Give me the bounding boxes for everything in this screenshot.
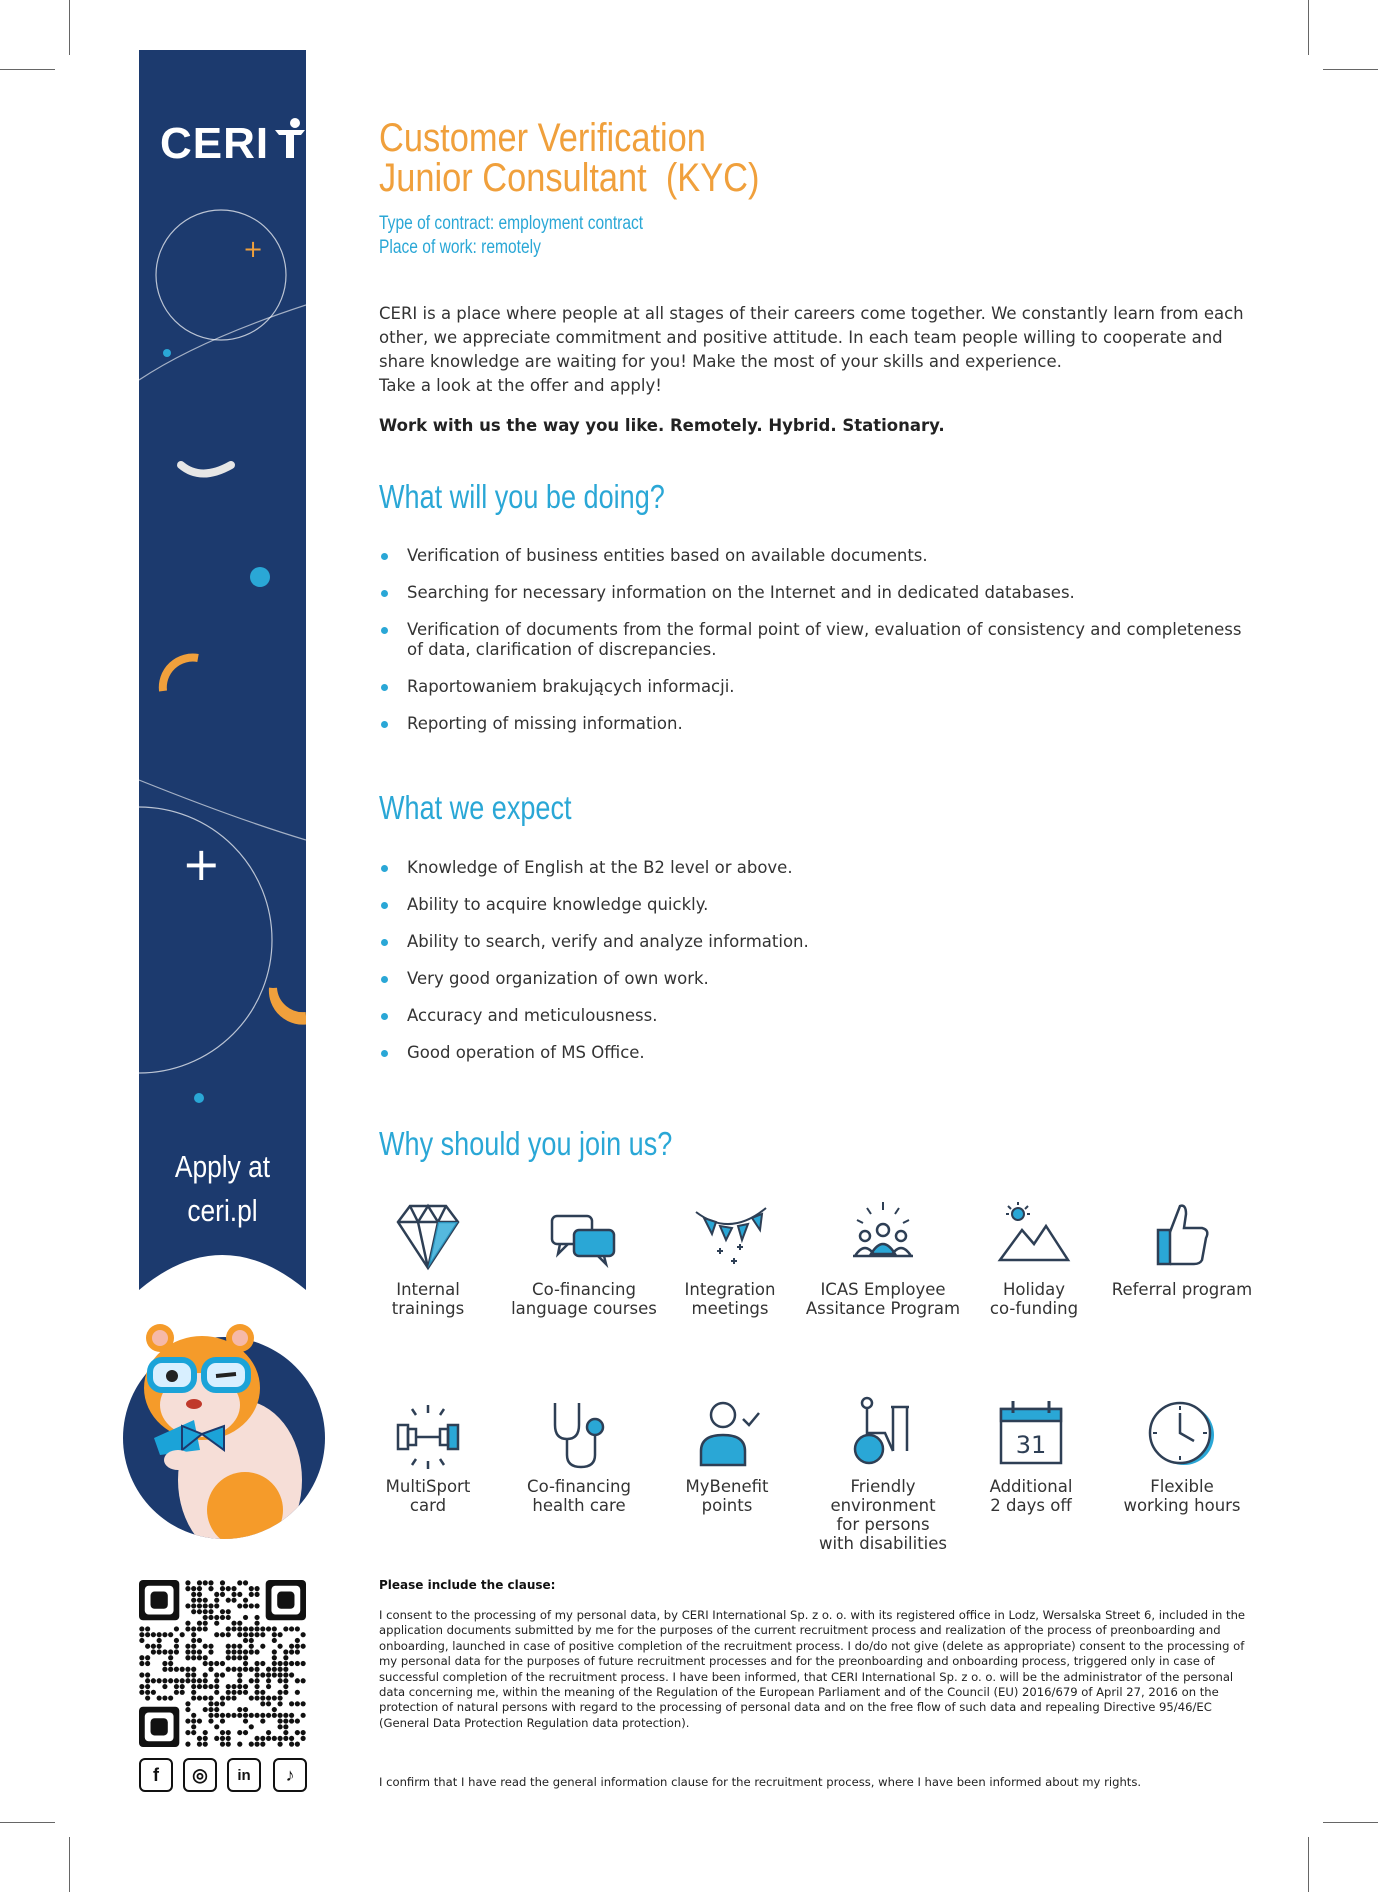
hamster-mascot-image <box>120 1310 332 1540</box>
crop-mark <box>69 0 70 55</box>
crop-mark <box>1308 1837 1309 1892</box>
list-item: Good operation of MS Office. <box>379 1043 1259 1063</box>
chat-bubbles-icon <box>544 1198 624 1278</box>
logo-figure-icon <box>275 118 305 162</box>
crop-mark <box>0 1822 55 1823</box>
benefit-integration-meetings: Integration meetings <box>645 1198 815 1318</box>
calendar-day-label: 31 <box>1015 1431 1047 1459</box>
benefit-icas-program: ICAS Employee Assitance Program <box>798 1198 968 1318</box>
section-heading-doing: What will you be doing? <box>379 478 665 515</box>
clock-icon <box>1142 1395 1222 1475</box>
benefit-language-courses: Co-financing language courses <box>499 1198 669 1318</box>
bunting-icon <box>690 1198 770 1278</box>
dumbbell-icon <box>388 1395 468 1475</box>
list-item: Reporting of missing information. <box>379 714 1259 734</box>
contract-type: Type of contract: employment contract <box>379 213 644 234</box>
intro-text: CERI is a place where people at all stages of their careers come together. We constantly learn from each other, we appreciate commitment and positive attitude. In each team people willing to cooperate and share knowledge are waiting for you! Make the most of your skills and experience. Take a look at the offer and apply! <box>379 304 1244 395</box>
list-item: Ability to search, verify and analyze information. <box>379 932 1259 952</box>
instagram-icon[interactable]: ◎ <box>183 1758 217 1792</box>
job-title: Customer Verification Junior Consultant (KYC) <box>379 116 760 200</box>
crop-mark <box>0 69 55 70</box>
sidebar-banner <box>139 50 306 1293</box>
stethoscope-icon <box>539 1395 619 1475</box>
thumbs-up-icon <box>1142 1198 1222 1278</box>
qr-code-image[interactable] <box>139 1580 306 1747</box>
section-heading-benefits: Why should you join us? <box>379 1125 673 1162</box>
benefit-holiday-cofunding: Holiday co-funding <box>949 1198 1119 1318</box>
benefit-referral-program: Referral program <box>1097 1198 1267 1299</box>
crop-mark <box>1308 0 1309 55</box>
clause-heading: Please include the clause: <box>379 1578 556 1592</box>
calendar-icon <box>991 1395 1071 1475</box>
benefit-disability-friendly: Friendly environment for persons with disabilities <box>798 1395 968 1553</box>
tiktok-icon[interactable]: ♪ <box>273 1758 307 1792</box>
diamond-icon <box>388 1198 468 1278</box>
crop-mark <box>1323 69 1378 70</box>
apply-at-text[interactable]: Apply at ceri.pl <box>174 1149 271 1228</box>
list-item: Searching for necessary information on the Internet and in dedicated databases. <box>379 583 1259 603</box>
list-item: Verification of business entities based on available documents. <box>379 546 1259 566</box>
list-item: Ability to acquire knowledge quickly. <box>379 895 1259 915</box>
job-meta <box>379 212 643 260</box>
list-item: Accuracy and meticulousness. <box>379 1006 1259 1026</box>
expect-list <box>379 858 1259 1080</box>
person-check-icon <box>687 1395 767 1475</box>
doing-list <box>379 546 1259 751</box>
section-heading-expect: What we expect <box>379 789 572 826</box>
list-item: Very good organization of own work. <box>379 969 1259 989</box>
linkedin-icon[interactable]: in <box>227 1758 261 1792</box>
benefit-health-care: Co-financing health care <box>494 1395 664 1515</box>
list-item: Knowledge of English at the B2 level or above. <box>379 858 1259 878</box>
crop-mark <box>69 1837 70 1892</box>
confirm-text: I confirm that I have read the general information clause for the recruitment process, where I have been informed about my rights. <box>379 1775 1142 1789</box>
work-motto: Work with us the way you like. Remotely. Hybrid. Stationary. <box>379 416 945 435</box>
list-item: Verification of documents from the formal point of view, evaluation of consistency and completeness of data, clarification of discrepancies. <box>379 620 1259 660</box>
benefit-mybenefit-points: MyBenefit points <box>642 1395 812 1515</box>
ceri-logo: CERI <box>160 118 305 169</box>
svg-text:+: + <box>182 837 221 891</box>
benefit-multisport-card: MultiSport card <box>343 1395 513 1515</box>
mountains-icon <box>994 1198 1074 1278</box>
place-of-work: Place of work: remotely <box>379 237 541 258</box>
crop-mark <box>1323 1822 1378 1823</box>
benefit-internal-trainings: Internal trainings <box>343 1198 513 1318</box>
sidebar-decoration <box>139 50 306 1293</box>
people-icon <box>843 1198 923 1278</box>
facebook-icon[interactable]: f <box>139 1758 173 1792</box>
benefit-flexible-hours: Flexible working hours <box>1097 1395 1267 1515</box>
list-item: Raportowaniem brakujących informacji. <box>379 677 1259 697</box>
clause-text: I consent to the processing of my personal data, by CERI International Sp. z o. o. with its registered office in Lodz, Wersalska Street 6, included in the application documents submitted by me for the purposes of the current recruitment process and realization of the process of preonboarding and onboarding, launched in case of positive completion of the recruitment process. I do/do not give (delete as appropriate) consent to the processing of my personal data for the purposes of future recruitment processes and for the preonboarding and onboarding process, triggered only in case of successful completion of the recruitment process. I have been informed, that CERI International Sp. z o. o. will be the administrator of the personal data concerning me, within the meaning of the Regulation of the European Parliament and of the Council (EU) 2016/679 of April 27, 2016 on the protection of natural persons with regard to the processing of personal data and on the free flow of such data and repealing Directive 95/46/EC (General Data Protection Regulation data protection). <box>379 1608 1246 1730</box>
svg-text:+: + <box>243 235 264 263</box>
benefit-additional-days-off: 31 Additional 2 days off <box>946 1395 1116 1515</box>
wheelchair-icon <box>843 1395 923 1475</box>
